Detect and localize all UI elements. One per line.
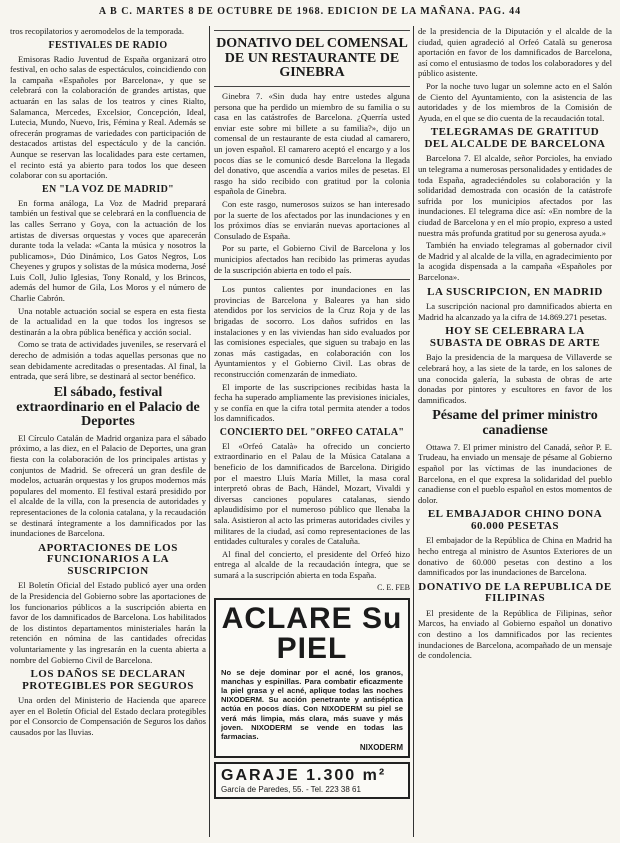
article-text: El importe de las suscripciones recibidas hasta la fecha ha superado ampliamente las previsiones iniciales, y se confía en que la cifra total permita atender a todos los damnificados. xyxy=(214,381,410,424)
headline-danos: LOS DAÑOS SE DECLARAN PROTEGIBLES POR SEGUROS xyxy=(22,668,194,692)
article-text: El «Orfeó Català» ha ofrecido un concierto extraordinario en el Palau de la Música Catalana a beneficio de los damnificados de Barcelona. Dirigido por el maestro Lluís María Millet, la masa coral interpretó obras de Bach, Händel, Mozart, Vivaldi y diversas canciones populares catalanas, siendo aplaudidísimo por el numeroso público que llenaba la sala. Asistieron al acto las primeras autoridades civiles y militares de la ciudad, así como representaciones de las entidades culturales y corales de Cataluña. xyxy=(214,440,410,547)
column-1 xyxy=(10,26,206,837)
article-text: Una orden del Ministerio de Hacienda que aparece ayer en el Boletín Oficial del Estado declara protegibles por el Consorcio de Compensación de Seguros los daños causados por las lluvias. xyxy=(10,695,206,738)
column-divider xyxy=(209,26,210,837)
headline-embajador-chino: EL EMBAJADOR CHINO DONA 60.000 PESETAS xyxy=(427,508,603,532)
headline-telegramas: TELEGRAMAS DE GRATITUD DEL ALCALDE DE BARCELONA xyxy=(424,126,606,150)
ad-text: No se deje dominar por el acné, los granos, manchas y espinillas. Para combatir eficazmente la piel grasa y el acné, aplique todas las noches NIXODERM. Su acción penetrante y antiséptica actúa en pocos días. Con NIXODERM su piel se verá más limpia, más clara, más suave y más joven. NIXODERM se vende en todas las farmacias. xyxy=(221,667,403,742)
article-text: Los puntos calientes por inundaciones en las provincias de Barcelona y Baleares ya han sido atendidos por los servicios de la Cruz Roja y de las brigadas de socorro. Los daños sufridos en las instalaciones y en las viviendas han sido evaluados por las comisiones especiales, que siguen su trabajo en las zonas más castigadas, en colaboración con los Ayuntamientos y el Gobierno Civil. Las obras de reconstrucción comenzarán de inmediato. xyxy=(214,284,410,379)
headline-sabado-festival: El sábado, festival extraordinario en el Palacio de Deportes xyxy=(16,384,200,430)
advertisement-garaje xyxy=(214,762,410,799)
article-text: Al final del concierto, el presidente del Orfeó hizo entrega al alcalde de la recaudación íntegra, que se sumará a la suscripción abierta en toda España. xyxy=(214,548,410,580)
headline-aportaciones: APORTACIONES DE LOS FUNCIONARIOS A LA SUSCRIPCION xyxy=(38,541,178,577)
article-text: El Círculo Catalán de Madrid organiza para el sábado próximo, a las diez, en el Palacio de Deportes, una gran fiesta con la colaboración de los principales artistas y conjuntos de Madrid. Se ofrecerá un gran desfile de modelos, actuarán orquestas y los grupos modernos más populares del momento. El festival estará presidido por el alcalde de la villa, con la presencia de autoridades y representaciones de la colonia catalana, y la recaudación se destinará íntegramente a los damnificados por las inundaciones de Barcelona. xyxy=(10,432,206,539)
divider xyxy=(214,279,410,280)
article-text: El Boletín Oficial del Estado publicó ayer una orden de la Presidencia del Gobierno sobre las aportaciones de los funcionarios públicos a la suscripción abierta en favor de los damnificados de Barcelona. Los habilitados de los distintos departamentos ministeriales harán la retención en nómina de las cantidades ofrecidas voluntariamente y las ingresarán en la cuenta abierta a nombre del Gobierno Civil de Barcelona. xyxy=(10,580,206,665)
article-text: El presidente de la República de Filipinas, señor Marcos, ha enviado al Gobierno español un donativo con destino a los damnificados por las recientes inundaciones de Barcelona, acompañado de un mensaje de condolencia. xyxy=(418,607,612,661)
article-text: La suscripción nacional pro damnificados abierta en Madrid ha alcanzado ya la cifra de 14.869.271 pesetas. xyxy=(418,301,612,322)
article-text: El embajador de la República de China en Madrid ha hecho entrega al ministro de Asuntos Exteriores de un donativo de 60.000 pesetas con destino a los damnificados por las inundaciones de Barcelona. xyxy=(418,535,612,578)
article-text: Ginebra 7. «Sin duda hay entre ustedes alguna persona que ha perdido un miembro de su familia o su casa en las catástrofes de Barcelona. ¿Querría usted enviar este sobre mi billete a su familia?», dijo un comensal de un restaurante de esta ciudad al camarero, un joven español. El camarero aceptó el encargo y a los pocos días se le comunicó desde Barcelona la llegada del donativo, que ascendía a varios miles de pesetas. El rasgo ha sido recibido con gratitud por la colonia española de Ginebra. xyxy=(214,91,410,197)
byline: C. E. FEB xyxy=(377,582,410,592)
article-text: También ha enviado telegramas al gobernador civil de Madrid y al alcalde de la villa, en agradecimiento por la acogida dispensada a la campaña «Españoles por Barcelona». xyxy=(418,240,612,282)
column-2 xyxy=(214,26,410,837)
article-text: Con este rasgo, numerosos suizos se han interesado por la suerte de los afectados por las inundaciones y en los próximos días se enviarán nuevas aportaciones al Consulado de España. xyxy=(214,199,410,241)
headline-concierto-orfeo: CONCIERTO DEL "ORFEO CATALA" xyxy=(219,426,405,438)
article-text: Ottawa 7. El primer ministro del Canadá, señor P. E. Trudeau, ha enviado un mensaje de pésame al Gobierno español por las víctimas de las inundaciones de Barcelona, en el que expresa la solidaridad del pueblo canadiense con el pueblo español en estos momentos de dolor. xyxy=(418,441,612,505)
article-text: En forma análoga, La Voz de Madrid preparará también un festival que se celebrará en la confluencia de las calles Serrano y Goya, con la actuación de los artistas de diversas orquestas y voces que aparecerán durante toda la velada: «Canta la música y nosotros la publicamos», Dúo Dinámico, Los Gatos Negros, Los Cheyenes y grupos y solistas de la música moderna, José Luis Coll, Julio Iglesias, Tony Ronald, y los Brincos, además del humor de Gila, Los Moros y el número de Charlie Cabrón. xyxy=(10,197,206,304)
headline-festivales: FESTIVALES DE RADIO xyxy=(48,39,168,51)
article-text: Bajo la presidencia de la marquesa de Villaverde se celebrará hoy, a las siete de la tarde, en los salones de una conocida galería, la subasta de obras de arte donadas por pintores y escultores en favor de los damnificados. xyxy=(418,352,612,405)
column-divider xyxy=(413,26,414,837)
advertisement-nixoderm xyxy=(214,598,410,759)
article-text: de la presidencia de la Diputación y el alcalde de la ciudad, quien agradeció al Orfeó Català su generosa aportación en favor de los damnificados de Barcelona, así como el entusiasmo de todos los colaboradores y del público asistente. xyxy=(418,26,612,79)
headline-pesame: Pésame del primer ministro canadiense xyxy=(432,408,598,439)
article-text: Barcelona 7. El alcalde, señor Porcioles, ha enviado un telegrama a numerosas personalidades y entidades de toda España, agradeciéndoles su colaboración y la solidaridad demostrada con ocasión de la catástrofe sufrida por los municipios afectados por las inundaciones. El telegrama dice así: «En nombre de la ciudad de Barcelona y en el mío propio, expreso a usted nuestra más profunda gratitud por su generosa ayuda.» xyxy=(418,153,612,238)
column-3 xyxy=(418,26,612,837)
ad-text: García de Paredes, 55. - Tel. 223 38 61 xyxy=(221,785,361,795)
article-text: Una notable actuación social se espera en esta fiesta de la actualidad en la que todos los ingresos se destinarán a la obra pública benéfica y acción social. xyxy=(10,305,206,337)
article-text: Por su parte, el Gobierno Civil de Barcelona y los municipios afectados han recibido las primeras ayudas de la suscripción abierta en todo el país. xyxy=(214,243,410,275)
headline-suscripcion-madrid: LA SUSCRIPCION, EN MADRID xyxy=(427,285,603,298)
ad-brand: NIXODERM xyxy=(359,743,403,753)
article-text: Como se trata de actividades juveniles, se reservará el derecho de admisión a todas aquellas personas que no sean debidamente acreditadas o presentadas. Al final, la entrada, que será libre, se destinará al sector benéfico. xyxy=(10,339,206,382)
ad-title: ACLARE Su PIEL xyxy=(221,601,403,665)
headline-voz-madrid: EN "LA VOZ DE MADRID" xyxy=(41,183,175,195)
headline-subasta: HOY SE CELEBRARA LA SUBASTA DE OBRAS DE ARTE xyxy=(429,325,601,349)
headline-donativo-comensal: DONATIVO DEL COMENSAL DE UN RESTAURANTE DE GINEBRA xyxy=(216,36,408,81)
ad-title: GARAJE 1.300 m² xyxy=(221,767,387,785)
article-text: tros recopilatorios y aeromodelos de la temporada. xyxy=(10,26,184,36)
article-text: Por la noche tuvo lugar un solemne acto en el Salón de Ciento del Ayuntamiento, con la asistencia de las autoridades y de los miembros de la Comisión de Ayuda, en el que se dio cuenta de la recaudación total. xyxy=(418,80,612,123)
article-text: Emisoras Radio Juventud de España organizará otro festival, en ocho salas de espectáculos, coincidiendo con la campaña «Españoles por Barcelona», y que se celebrará con la colaboración de grandes artistas, que actuarán en las salas de los teatros y cines Rialto, Salamanca, Mercedes, Excelsior, Concepción, Ideal, Lutecia, Mundo, Nuevo, Iris, Fémina y Real. Además se ofrecerán programas de variedades con participación de destacados artistas del espectáculo y de la canción. Aunque se reservan las localidades para este certamen, el recinto está ya abierto para todos los que deseen colaborar con su aportación. xyxy=(10,53,206,181)
masthead: A B C. MARTES 8 DE OCTUBRE DE 1968. EDICION DE LA MAÑANA. PAG. 44 xyxy=(98,6,522,17)
headline-filipinas: DONATIVO DE LA REPUBLICA DE FILIPINAS xyxy=(418,580,612,605)
